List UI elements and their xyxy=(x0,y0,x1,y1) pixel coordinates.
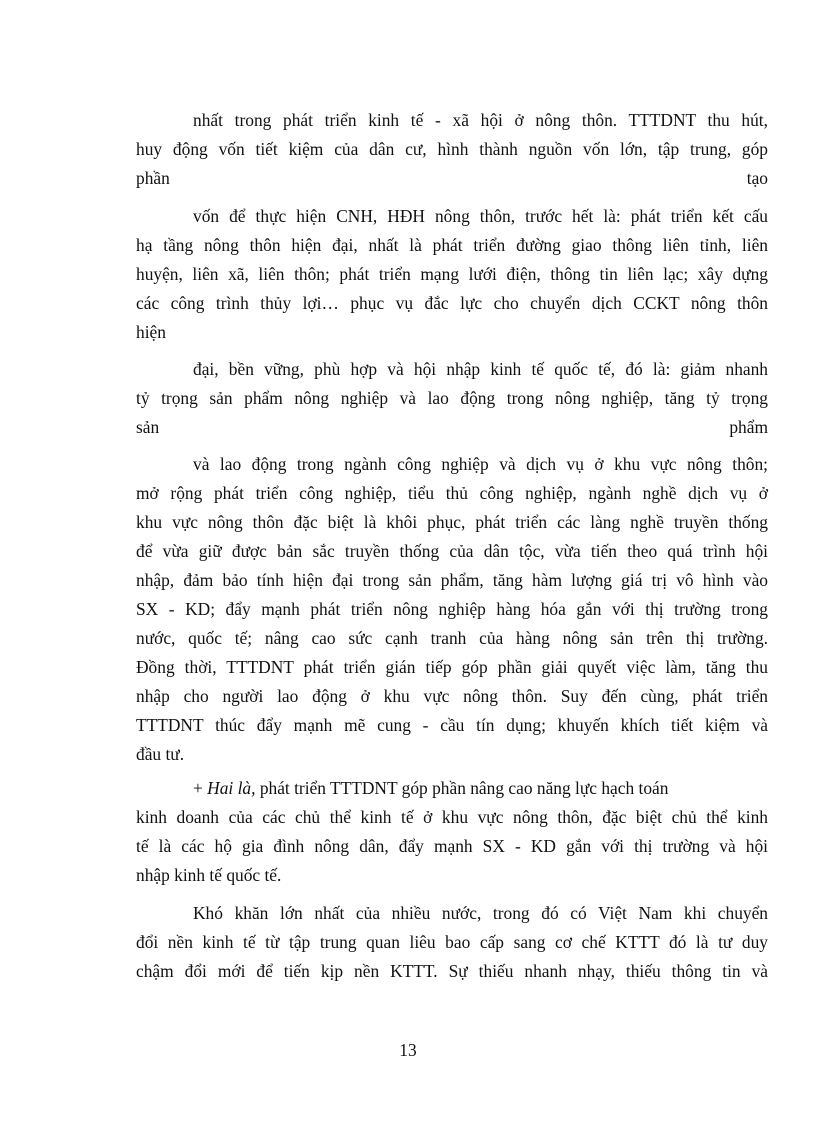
text-line: tạo xyxy=(746,168,768,188)
plus-mark: + xyxy=(193,778,208,798)
text-line: khu vực nông thôn đặc biệt là khôi phục, phát triển các làng nghề truyền thống xyxy=(136,512,768,532)
text-line: huy động vốn tiết kiệm của dân cư, hình thành nguồn vốn lớn, tập trung, góp xyxy=(136,139,768,159)
text-line-hai-la xyxy=(193,775,768,801)
text-line: nhất trong phát triển kinh tế - xã hội ở nông thôn. TTTDNT thu hút, xyxy=(193,110,768,130)
text-line: phần xyxy=(136,168,170,188)
text-line: các công trình thủy lợi… phục vụ đắc lực cho chuyển dịch CCKT nông thôn xyxy=(136,293,768,313)
text-line: phẩm xyxy=(729,417,768,437)
text-line: vốn để thực hiện CNH, HĐH nông thôn, trước hết là: phát triển kết cấu xyxy=(193,206,768,226)
text-line: huyện, liên xã, liên thôn; phát triển mạng lưới điện, thông tin liên lạc; xây dựng xyxy=(136,264,768,284)
text-line: nhập, đảm bảo tính hiện đại trong sản phẩm, tăng hàm lượng giá trị vô hình vào xyxy=(136,570,768,590)
text-line: Khó khăn lớn nhất của nhiều nước, trong đó có Việt Nam khi chuyển xyxy=(193,903,768,923)
text-line: và lao động trong ngành công nghiệp và dịch vụ ở khu vực nông thôn; xyxy=(193,454,768,474)
text-line: SX - KD; đẩy mạnh phát triển nông nghiệp hàng hóa gắn với thị trường trong xyxy=(136,599,768,619)
text-line: nhập cho người lao động ở khu vực nông thôn. Suy đến cùng, phát triển xyxy=(136,686,768,706)
text-line: nhập kinh tế quốc tế. xyxy=(136,865,282,885)
text-line: Đồng thời, TTTDNT phát triển gián tiếp góp phần giải quyết việc làm, tăng thu xyxy=(136,657,768,677)
page-number: 13 xyxy=(399,1040,417,1060)
text-line: đổi nền kinh tế từ tập trung quan liêu bao cấp sang cơ chế KTTT đó là tư duy xyxy=(136,932,768,952)
text-line: hiện xyxy=(136,322,166,342)
text-line: TTTDNT thúc đẩy mạnh mẽ cung - cầu tín dụng; khuyến khích tiết kiệm và xyxy=(136,715,768,735)
text-line: chậm đổi mới để tiến kịp nền KTTT. Sự thiếu nhanh nhạy, thiếu thông tin và xyxy=(136,961,768,981)
text-line: tế là các hộ gia đình nông dân, đẩy mạnh SX - KD gắn với thị trường và hội xyxy=(136,836,768,856)
text-line: để vừa giữ được bản sắc truyền thống của dân tộc, vừa tiến theo quá trình hội xyxy=(136,541,768,561)
text-line: nước, quốc tế; nâng cao sức cạnh tranh của hàng nông sản trên thị trường. xyxy=(136,628,768,648)
text-line: tỷ trọng sản phẩm nông nghiệp và lao động trong nông nghiệp, tăng tỷ trọng xyxy=(136,388,768,408)
text-line: đại, bền vững, phù hợp và hội nhập kinh tế quốc tế, đó là: giảm nhanh xyxy=(193,359,768,379)
text-run: phát triển TTTDNT góp phần nâng cao năng lực hạch toán xyxy=(255,778,669,798)
text-line: kinh doanh của các chủ thể kinh tế ở khu vực nông thôn, đặc biệt chủ thể kinh xyxy=(136,807,768,827)
italic-phrase: Hai là, xyxy=(207,778,256,798)
text-line: mở rộng phát triển công nghiệp, tiểu thủ công nghiệp, ngành nghề dịch vụ ở xyxy=(136,483,768,503)
text-line: đầu tư. xyxy=(136,744,185,764)
text-line: hạ tầng nông thôn hiện đại, nhất là phát triển đường giao thông liên tỉnh, liên xyxy=(136,235,768,255)
text-line: sản xyxy=(136,417,160,437)
